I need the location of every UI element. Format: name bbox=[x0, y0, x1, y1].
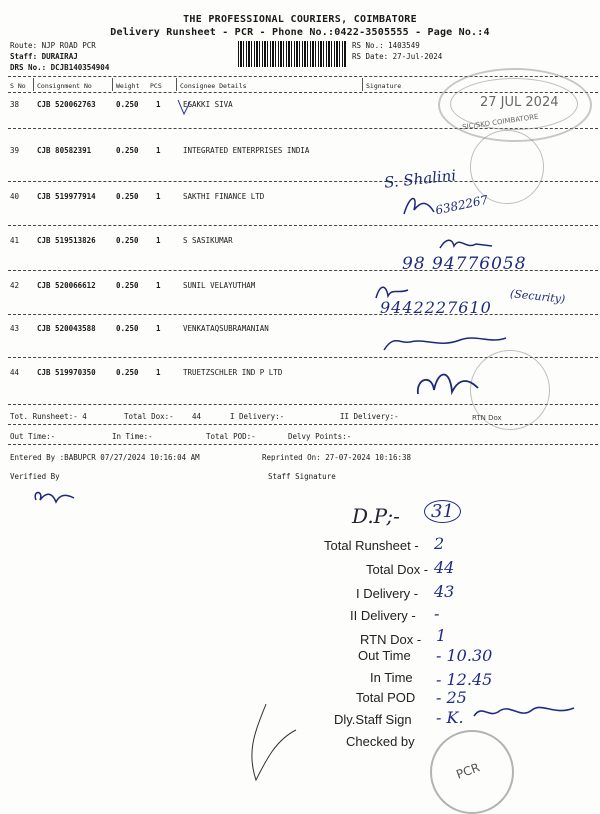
total-pod: Total POD:- bbox=[206, 432, 256, 441]
summary-label: Out Time bbox=[358, 648, 411, 663]
summary-label: II Delivery - bbox=[350, 608, 416, 623]
summary-label: I Delivery - bbox=[356, 586, 419, 601]
row-consignment: CJB 520066612 bbox=[37, 281, 96, 290]
dp-value: 31 bbox=[424, 500, 461, 523]
col-consignment: Consignment No bbox=[37, 82, 92, 90]
col-sep bbox=[33, 78, 34, 91]
summary-value: 1 bbox=[436, 626, 447, 645]
row-consignee: VENKATAQSUBRAMANIAN bbox=[183, 324, 269, 333]
row-consignment: CJB 519513826 bbox=[37, 236, 96, 245]
hand-sign-row39: S. Shalini bbox=[383, 166, 457, 192]
hand-phone-row40: 6382267 bbox=[434, 192, 490, 218]
summary-value: - 10.30 bbox=[436, 646, 493, 665]
row-pcs: 1 bbox=[156, 100, 161, 109]
row-weight: 0.250 bbox=[116, 146, 139, 155]
row-consignment: CJB 520043588 bbox=[37, 324, 96, 333]
rs-date: RS Date: 27-Jul-2024 bbox=[352, 52, 443, 61]
barcode bbox=[238, 41, 346, 67]
reprinted-on: Reprinted On: 27-07-2024 10:16:38 bbox=[262, 453, 412, 462]
hand-phone-row42: 9442227610 bbox=[380, 298, 492, 317]
summary-label: Total Runsheet - bbox=[324, 538, 419, 553]
row-sno: 42 bbox=[10, 281, 20, 290]
row-divider bbox=[8, 225, 598, 226]
summary-label: RTN Dox - bbox=[360, 632, 422, 647]
summary-value: - K. bbox=[436, 708, 464, 727]
signature-row44 bbox=[412, 364, 482, 404]
rs-number: RS No.: 1403549 bbox=[352, 41, 420, 50]
row-pcs: 1 bbox=[156, 281, 161, 290]
row-divider bbox=[8, 314, 598, 315]
row-pcs: 1 bbox=[156, 146, 161, 155]
staff: Staff: DURAIRAJ bbox=[10, 52, 78, 61]
total-dox-value: 44 bbox=[192, 412, 202, 421]
col-weight: Weight bbox=[116, 82, 140, 90]
col-pcs: PCS bbox=[150, 82, 162, 90]
company-title: THE PROFESSIONAL COURIERS, COIMBATORE bbox=[183, 14, 417, 25]
row-sno: 41 bbox=[10, 236, 20, 245]
total-runsheet: Tot. Runsheet:- 4 bbox=[10, 412, 87, 421]
signature-row40 bbox=[400, 192, 440, 222]
summary-label: Dly.Staff Sign bbox=[334, 712, 412, 727]
summary-value: - bbox=[434, 604, 440, 623]
bottom-scribble bbox=[236, 700, 306, 790]
row-pcs: 1 bbox=[156, 368, 161, 377]
row-sno: 39 bbox=[10, 146, 20, 155]
total-dox-label: Total Dox:- bbox=[124, 412, 174, 421]
route: Route: NJP ROAD PCR bbox=[10, 41, 96, 50]
staff-signature: Staff Signature bbox=[268, 472, 336, 481]
verified-by: Verified By bbox=[10, 472, 60, 481]
summary-value: 43 bbox=[434, 582, 455, 601]
rtn-dox-stamp: RTN Dox bbox=[472, 414, 502, 422]
hand-note-row42: (Security) bbox=[509, 287, 566, 306]
dp-label: D.P;- bbox=[352, 504, 400, 528]
runsheet-subtitle: Delivery Runsheet - PCR - Phone No.:0422-3505555 - Page No.:4 bbox=[110, 27, 490, 38]
summary-value: 2 bbox=[434, 534, 445, 553]
col-sep bbox=[362, 78, 363, 91]
col-consignee: Consignee Details bbox=[180, 82, 247, 90]
row-consignee: S SASIKUMAR bbox=[183, 236, 233, 245]
row-weight: 0.250 bbox=[116, 324, 139, 333]
summary-value: 44 bbox=[434, 558, 455, 577]
row-weight: 0.250 bbox=[116, 236, 139, 245]
delvy-points: Delvy Points:- bbox=[288, 432, 352, 441]
row-consignee: INTEGRATED ENTERPRISES INDIA bbox=[183, 146, 310, 155]
row-consignment: CJB 520062763 bbox=[37, 100, 96, 109]
out-time: Out Time:- bbox=[10, 432, 56, 441]
bottom-stamp-text: PCR bbox=[454, 760, 482, 782]
row-weight: 0.250 bbox=[116, 100, 139, 109]
row-consignee: EGAKKI SIVA bbox=[183, 100, 233, 109]
row-weight: 0.250 bbox=[116, 281, 139, 290]
row-weight: 0.250 bbox=[116, 192, 139, 201]
entered-by: Entered By :BABUPCR 07/27/2024 10:16:04 AM bbox=[10, 453, 200, 462]
tick-mark bbox=[174, 96, 194, 120]
drs-number: DRS No.: DCJB140354904 bbox=[10, 63, 110, 72]
col-sep bbox=[112, 78, 113, 91]
in-time: In Time:- bbox=[112, 432, 153, 441]
i-delivery: I Delivery:- bbox=[230, 412, 285, 421]
divider bbox=[8, 444, 598, 445]
signature-row41 bbox=[436, 232, 496, 256]
row-consignee: SUNIL VELAYUTHAM bbox=[183, 281, 256, 290]
summary-label: Total POD bbox=[356, 690, 416, 705]
row-sno: 43 bbox=[10, 324, 20, 333]
row-pcs: 1 bbox=[156, 236, 161, 245]
col-sep bbox=[176, 78, 177, 91]
row-weight: 0.250 bbox=[116, 368, 139, 377]
hand-phone-row41: 98 94776058 bbox=[402, 254, 527, 274]
signature-row43 bbox=[380, 330, 510, 360]
row-consignment: CJB 80582391 bbox=[37, 146, 92, 155]
summary-label: Total Dox - bbox=[366, 562, 429, 577]
row-pcs: 1 bbox=[156, 324, 161, 333]
row-consignment: CJB 519970350 bbox=[37, 368, 96, 377]
col-sno: S No bbox=[10, 82, 26, 90]
staff-sign-scribble bbox=[470, 698, 580, 728]
summary-label: Checked by bbox=[346, 734, 415, 749]
stamp-ring-text: SIC/SKO COIMBATORE bbox=[461, 112, 539, 132]
summary-value: - 12.45 bbox=[436, 670, 493, 689]
row-sno: 44 bbox=[10, 368, 20, 377]
summary-label: In Time bbox=[370, 670, 413, 685]
row-pcs: 1 bbox=[156, 192, 161, 201]
ii-delivery: II Delivery:- bbox=[340, 412, 399, 421]
row-consignee: TRUETZSCHLER IND P LTD bbox=[183, 368, 283, 377]
row-consignee: SAKTHI FINANCE LTD bbox=[183, 192, 265, 201]
row-sno: 38 bbox=[10, 100, 20, 109]
row-sno: 40 bbox=[10, 192, 20, 201]
verified-signature bbox=[30, 486, 80, 514]
row-consignment: CJB 519977914 bbox=[37, 192, 96, 201]
date-stamp: 27 JUL 2024 bbox=[480, 95, 559, 110]
summary-value: - 25 bbox=[436, 688, 467, 707]
col-signature: Signature bbox=[366, 82, 402, 90]
